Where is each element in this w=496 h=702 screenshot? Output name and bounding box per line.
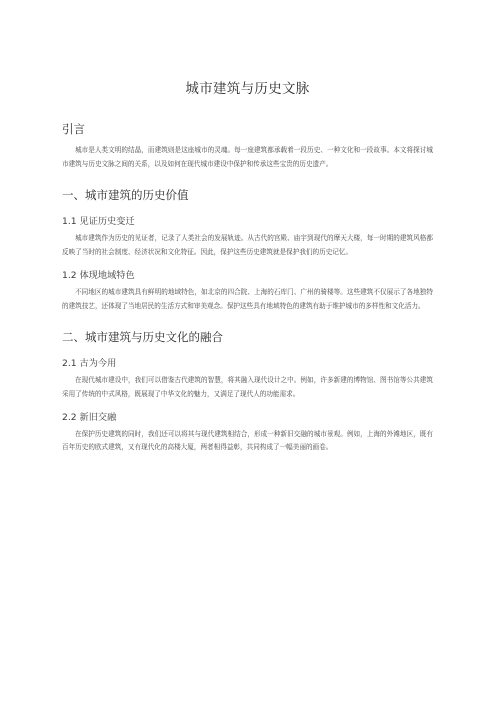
subsection-paragraph-1-1: 城市建筑作为历史的见证者，记录了人类社会的发展轨迹。从古代的宫殿、庙宇到现代的摩天大楼，每一时期的建筑风格都反映了当时的社会制度、经济状况和文化特征。因此，保护这些历史建筑就是保护我们的历史记忆。 (62, 234, 433, 257)
document-title: 城市建筑与历史文脉 (185, 81, 310, 97)
subsection-paragraph-2-1: 在现代城市建设中，我们可以借鉴古代建筑的智慧，将其融入现代设计之中。例如，许多新建的博物馆、图书馆等公共建筑采用了传统的中式风格，既展现了中华文化的魅力，又满足了现代人的功能需求。 (62, 376, 433, 398)
subsection-paragraph-1-2: 不同地区的城市建筑具有鲜明的地域特色，如北京的四合院、上海的石库门、广州的骑楼等。这些建筑不仅展示了各地独特的建筑技艺，还体现了当地居民的生活方式和审美观念。保护这些具有地域特色的建筑有助于维护城市的多样性和文化活力。 (62, 287, 433, 310)
subsection-heading-1-2: 1.2 体现地域特色 (62, 269, 135, 281)
section-heading-1: 一、城市建筑的历史价值 (62, 188, 189, 203)
subsection-heading-2-2: 2.2 新旧交融 (62, 411, 117, 423)
intro-paragraph: 城市是人类文明的结晶，而建筑则是这座城市的灵魂。每一座建筑都承载着一段历史、一种文化和一段故事。本文将探讨城市建筑与历史文脉之间的关系，以及如何在现代城市建设中保护和传承这些宝贵的历史遗产。 (62, 146, 433, 168)
subsection-heading-1-1: 1.1 见证历史变迁 (62, 216, 135, 228)
subsection-heading-2-1: 2.1 古为今用 (62, 358, 117, 370)
subsection-paragraph-2-2: 在保护历史建筑的同时，我们还可以将其与现代建筑相结合，形成一种新旧交融的城市景观。例如，上海的外滩地区，既有百年历史的欧式建筑，又有现代化的高楼大厦，两者相得益彰，共同构成了一幅美丽的画卷。 (62, 429, 433, 452)
section-heading-intro: 引言 (62, 122, 85, 136)
section-heading-2: 二、城市建筑与历史文化的融合 (62, 330, 223, 345)
